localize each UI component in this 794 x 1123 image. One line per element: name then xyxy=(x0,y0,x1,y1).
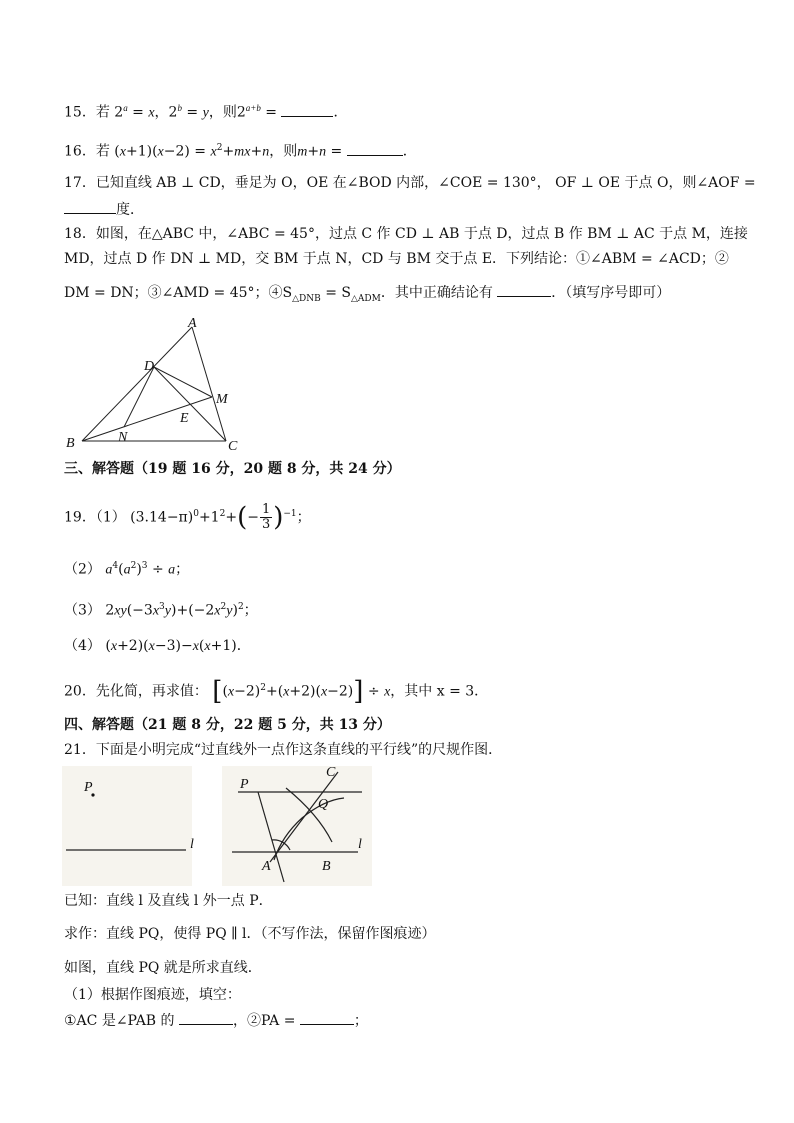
question-17-line2: 度． xyxy=(64,199,144,220)
label-D: D xyxy=(144,359,155,374)
question-18-line2: MD，过点 D 作 DN ⊥ MD，交 BM 于点 N，CD 与 BM 交于点 E．下列结论：①∠ABM = ∠ACD；② xyxy=(64,251,729,267)
question-20: 20．先化简，再求值： $[(x-2)^2+(x+2)(x-2)] \div x$，其中 x = 3． xyxy=(64,676,489,707)
q21-sub1: （1）根据作图痕迹，填空： xyxy=(64,987,241,1003)
section-3-title: 三、解答题（19 题 16 分，20 题 8 分，共 24 分） xyxy=(64,461,401,477)
q21-construct: 求作：直线 PQ，使得 PQ ∥ l．（不写作法，保留作图痕迹） xyxy=(64,926,436,942)
question-19-1: 19．（1） $(3.14-\pi)^0+1^2+(-$ $\frac{1}{3}$ )$^{-1}$； xyxy=(64,502,311,533)
answer-blank[interactable] xyxy=(281,102,333,117)
question-19-3: （3） $2xy(-3x^3y)+(-2x^2y)^2$； xyxy=(64,602,258,619)
question-number: 15． xyxy=(64,104,96,121)
answer-blank[interactable] xyxy=(497,282,551,297)
label-C: C xyxy=(228,439,238,454)
question-18: 18．如图，在△ABC 中，∠ABC = 45°，过点 C 作 CD ⊥ AB 于点 D，过点 B 作 BM ⊥ AC 于点 M，连接 xyxy=(64,226,748,242)
label-l-given: l xyxy=(190,837,194,852)
label-P: P xyxy=(240,777,249,792)
label-C: C xyxy=(326,766,336,780)
label-A: A xyxy=(188,316,197,331)
label-Q: Q xyxy=(318,797,329,812)
question-19-4: （4） (x+2)(x−3)−x(x+1)． xyxy=(64,638,251,654)
label-P-given: P xyxy=(84,780,93,795)
question-16: 16．若 $(x+1)(x-2) = x^2+mx+n$，则m+n = ． xyxy=(64,138,417,163)
label-A: A xyxy=(262,859,271,874)
label-N: N xyxy=(118,430,128,445)
question-17: 17．已知直线 AB ⊥ CD，垂足为 O，OE 在∠BOD 内部，∠COE = 130°， OF ⊥ OE 于点 O，则∠AOF = xyxy=(64,175,756,191)
answer-blank[interactable] xyxy=(179,1010,233,1025)
label-l: l xyxy=(358,837,362,852)
label-B: B xyxy=(322,859,331,874)
question-18-line3: DM = DN；③∠AMD = 45°；$④S_{\triangle DNB} = S_{\triangle ADM}$．其中正确结论有 ．（填写序号即可） xyxy=(64,282,670,309)
answer-blank[interactable] xyxy=(64,199,116,214)
q21-known: 已知：直线 l 及直线 l 外一点 P． xyxy=(64,893,273,909)
question-21: 21．下面是小明完成“过直线外一点作这条直线的平行线”的尺规作图． xyxy=(64,742,503,758)
label-B: B xyxy=(66,436,75,451)
label-M: M xyxy=(216,392,228,407)
answer-blank[interactable] xyxy=(347,141,403,156)
label-E: E xyxy=(180,411,189,426)
question-number: 16． xyxy=(64,143,96,160)
question-19-2: （2） $a^4(a^2)^3 \div a$； xyxy=(64,561,190,578)
triangle-figure xyxy=(60,315,260,455)
answer-blank[interactable] xyxy=(300,1010,354,1025)
section-4-title: 四、解答题（21 题 8 分，22 题 5 分，共 13 分） xyxy=(64,717,391,733)
construction-figure xyxy=(62,766,372,886)
q21-answer: 如图，直线 PQ 就是所求直线． xyxy=(64,960,262,976)
question-15: 15．若 $2^a = x$，$2^b = y$，则$2^{a+b}$ = ． xyxy=(64,103,348,121)
q21-fill: ①AC 是∠PAB 的 ，②PA = ； xyxy=(64,1010,368,1031)
